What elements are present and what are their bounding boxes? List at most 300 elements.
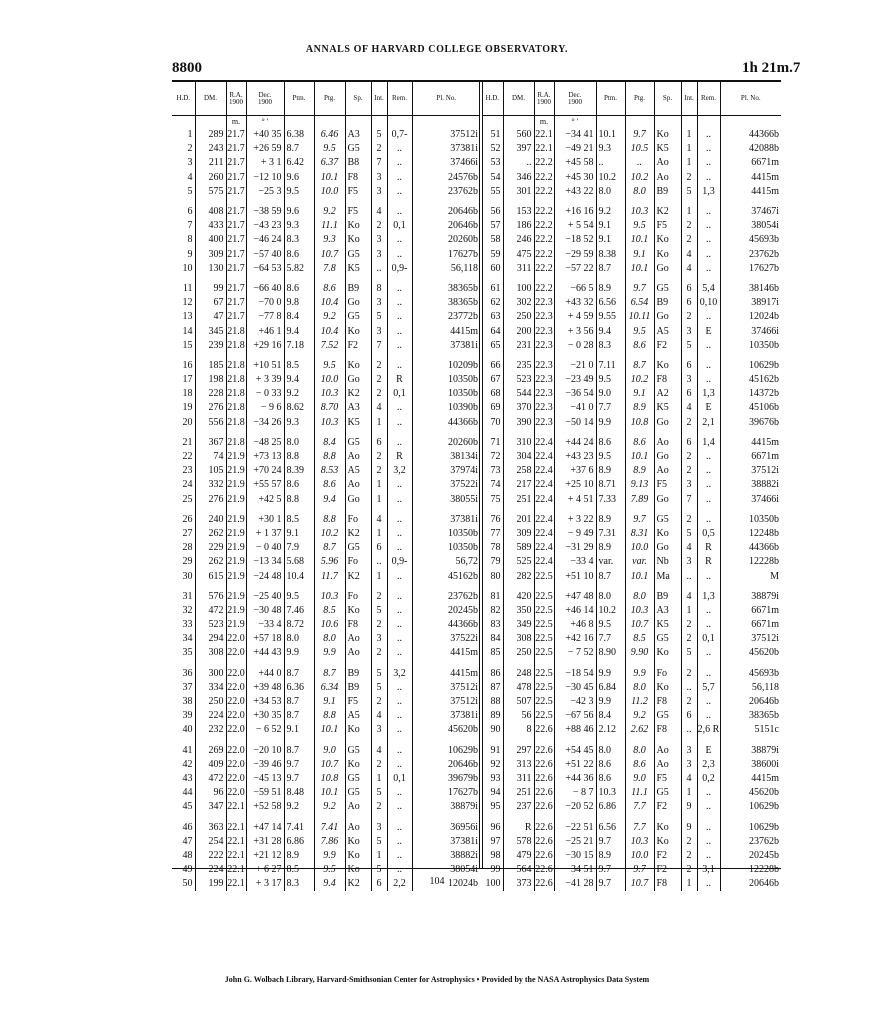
cell-hd: 20 [172,416,195,430]
cell-rem: R [387,373,412,387]
cell-ptm: 8.6 [596,436,625,450]
cell-dm: 217 [503,478,534,492]
cell-ra: 21.9 [226,478,246,492]
cell-int: 2 [371,695,387,709]
cell-dm: 576 [195,590,226,604]
cell-ra: 22.6 [534,800,554,814]
cell-sp: Ko [345,863,371,877]
col-sp: Sp. [654,82,681,116]
cell-rem: .. [387,695,412,709]
cell-dm: 525 [503,555,534,569]
cell-plno: 36956i [450,821,478,833]
table-row [172,800,480,814]
cell-ptg: 8.8 [314,709,345,723]
cell-hd: 29 [172,555,195,569]
cell-rem: 2,6 R [697,723,720,737]
cell-hd: 92 [482,758,503,772]
cell-dm: 240 [195,513,226,527]
cell-hd: 79 [482,555,503,569]
cell-dec: −50 14 [554,416,596,430]
table-row [482,310,781,324]
cell-dm: 409 [195,758,226,772]
cell-sp: A5 [345,464,371,478]
cell-plno: 23762b [448,590,478,602]
table-row [482,513,781,527]
cell-int: 2 [681,450,697,464]
cell-ra: 22.3 [534,416,554,430]
cell-ptg: 11.1 [314,219,345,233]
cell-dec: +45 58 [554,156,596,170]
cell-sp: Ao [345,632,371,646]
cell-rem: R [697,555,720,569]
cell-rem: .. [697,310,720,324]
cell-plno: 44366b [448,416,478,428]
cell-plno: 10629b [749,359,779,371]
cell-rem: .. [387,618,412,632]
cell-ptg: 10.3 [625,835,654,849]
cell-dec: +44 24 [554,436,596,450]
cell-ra: 22.6 [534,863,554,877]
cell-ra: 22.1 [226,820,246,834]
cell-plno: 45620b [749,787,779,799]
cell-dm: 564 [503,863,534,877]
cell-dec: −70 0 [246,296,284,310]
cell-sp: Go [654,310,681,324]
cell-dec: +73 13 [246,450,284,464]
cell-rem: .. [387,604,412,618]
unit-ra: m. [226,116,246,129]
cell-plno: 37512i [450,696,478,708]
cell-dec: − 7 52 [554,646,596,660]
cell-ptm: 9.9 [596,695,625,709]
cell-ra: 22.5 [534,632,554,646]
cell-sp: Ao [345,450,371,464]
cell-ptg: 10.4 [314,296,345,310]
table-row [482,541,781,555]
cell-dm: 269 [195,744,226,758]
table-row [482,142,781,156]
cell-hd: 72 [482,450,503,464]
cell-hd: 41 [172,744,195,758]
cell-rem: .. [697,262,720,276]
cell-ra: 22.4 [534,478,554,492]
cell-ptg: 10.6 [314,618,345,632]
cell-dm: 408 [195,205,226,219]
table-row [172,401,480,415]
cell-dec: + 3 56 [554,324,596,338]
cell-plno: 20646b [749,878,779,890]
cell-rem: 0,10 [697,296,720,310]
cell-dec: −12 10 [246,171,284,185]
cell-dm: 370 [503,401,534,415]
cell-dm: 224 [195,863,226,877]
cell-sp: K2 [654,205,681,219]
cell-int: 3 [371,171,387,185]
cell-int: 2 [681,219,697,233]
cell-ptg: 9.2 [314,800,345,814]
table-row [482,205,781,219]
cell-ptm: 8.6 [284,248,314,262]
cell-int: 5 [371,835,387,849]
cell-dec: −66 40 [246,282,284,296]
cell-int: 9 [681,820,697,834]
cell-plno: 38879i [751,590,779,602]
cell-hd: 58 [482,233,503,247]
cell-dm: 367 [195,436,226,450]
cell-int: 7 [681,493,697,507]
table-row [172,387,480,401]
cell-int: 1 [371,527,387,541]
cell-plno: 37466i [450,157,478,169]
cell-ptg: 10.5 [625,142,654,156]
cell-hd: 22 [172,450,195,464]
header-row [172,82,480,116]
cell-sp: F2 [654,849,681,863]
cell-ptg: 10.3 [625,604,654,618]
cell-ptg: 9.7 [625,128,654,142]
cell-ra: 22.3 [534,296,554,310]
cell-int: 4 [371,401,387,415]
cell-dm: 199 [195,877,226,891]
col-rem: Rem. [387,82,412,116]
cell-sp: G5 [654,282,681,296]
cell-hd: 78 [482,541,503,555]
cell-dec: −30 45 [554,681,596,695]
table-row [172,786,480,800]
cell-int: 2 [681,849,697,863]
cell-rem: .. [697,464,720,478]
cell-ptg: 10.11 [625,310,654,324]
cell-ptg: 9.13 [625,478,654,492]
cell-hd: 44 [172,786,195,800]
cell-hd: 64 [482,324,503,338]
cell-dm: 363 [195,820,226,834]
cell-sp: B9 [654,185,681,199]
col-ra [226,82,246,116]
cell-ptg: 10.7 [314,248,345,262]
cell-ptg: 9.7 [625,863,654,877]
cell-hd: 87 [482,681,503,695]
cell-int: 3 [371,820,387,834]
cell-ra: 22.1 [226,877,246,891]
cell-dec: +43 22 [554,185,596,199]
cell-ptm: 8.6 [284,478,314,492]
cell-ptm: 9.5 [596,618,625,632]
cell-dec: + 3 1 [246,156,284,170]
cell-dm: 308 [195,646,226,660]
cell-rem: .. [697,373,720,387]
cell-plno: 6671m [751,451,779,463]
table-row [172,646,480,660]
cell-hd: 15 [172,339,195,353]
table-row [172,695,480,709]
cell-ra: 21.7 [226,296,246,310]
cell-dec: + 3 22 [554,513,596,527]
cell-ptm: 5.68 [284,555,314,569]
cell-hd: 86 [482,667,503,681]
cell-plno: 12024b [749,311,779,323]
table-row [482,618,781,632]
cell-plno: 38365b [448,282,478,294]
cell-dec: − 9 6 [246,401,284,415]
cell-dm: 200 [503,324,534,338]
cell-dm: 311 [503,772,534,786]
cell-hd: 99 [482,863,503,877]
cell-int: 3 [371,185,387,199]
cell-ra: 21.7 [226,156,246,170]
cell-ra: 21.7 [226,205,246,219]
cell-ptm: 8.9 [596,541,625,555]
cell-plno: 39679b [448,772,478,784]
cell-sp: F2 [654,339,681,353]
cell-dm: 300 [195,667,226,681]
unit-ra: m. [534,116,554,129]
cell-rem: .. [697,450,720,464]
cell-ptm: 8.8 [284,450,314,464]
cell-dec: +30 35 [246,709,284,723]
cell-ptm: 9.0 [596,387,625,401]
cell-sp: Nb [654,555,681,569]
cell-ptg: 10.1 [625,450,654,464]
cell-plno: 45106b [749,402,779,414]
cell-hd: 98 [482,849,503,863]
cell-int: 7 [371,156,387,170]
cell-ptm: 8.0 [284,436,314,450]
cell-plno: 20646b [448,206,478,218]
table-row [482,569,781,583]
cell-ra: 22.1 [534,128,554,142]
cell-int: 2 [681,695,697,709]
header-row [482,82,781,116]
cell-dm: 560 [503,128,534,142]
cell-ptg: 9.1 [625,387,654,401]
cell-ptg: 9.7 [625,513,654,527]
cell-plno: 38879i [751,744,779,756]
cell-dec: −45 13 [246,772,284,786]
table-row [482,772,781,786]
cell-ptm: 9.1 [284,527,314,541]
cell-sp: F8 [654,723,681,737]
cell-dec: −77 8 [246,310,284,324]
cell-rem: .. [387,541,412,555]
cell-ra: 22.4 [534,450,554,464]
cell-int: 1 [681,786,697,800]
cell-ptm: 9.4 [284,324,314,338]
cell-sp: G5 [345,541,371,555]
table-row [482,849,781,863]
table-row [482,450,781,464]
table-row [172,450,480,464]
cell-plno: 12248b [749,527,779,539]
cell-sp: K5 [654,142,681,156]
cell-rem: R [697,541,720,555]
cell-ra: 22.4 [534,555,554,569]
cell-int: 6 [681,436,697,450]
table-row [482,171,781,185]
cell-ptg: 9.2 [314,205,345,219]
cell-int: 2 [681,618,697,632]
cell-dec: +29 16 [246,339,284,353]
cell-int: 5 [371,604,387,618]
cell-hd: 55 [482,185,503,199]
cell-hd: 52 [482,142,503,156]
cell-dm: 198 [195,373,226,387]
cell-plno: 10629b [749,801,779,813]
cell-rem: E [697,401,720,415]
catalogue-table-right [482,82,781,891]
cell-sp: Ko [654,835,681,849]
cell-dec: −41 28 [554,877,596,891]
cell-ra: 22.5 [534,709,554,723]
cell-ptg: 8.7 [625,359,654,373]
cell-sp: G5 [345,248,371,262]
cell-rem: 1,3 [697,387,720,401]
cell-hd: 1 [172,128,195,142]
cell-sp: Ko [345,758,371,772]
cell-rem: .. [697,849,720,863]
cell-int: 4 [681,590,697,604]
cell-ptm: 5.82 [284,262,314,276]
cell-plno: 14372b [749,388,779,400]
cell-ptm: 9.9 [596,667,625,681]
cell-ptg: 8.53 [314,464,345,478]
table-row [172,478,480,492]
cell-ptg: 10.8 [625,416,654,430]
cell-dec: −18 52 [554,233,596,247]
cell-hd: 31 [172,590,195,604]
cell-int: 5 [371,863,387,877]
cell-plno: 37522i [450,633,478,645]
cell-sp: B8 [345,156,371,170]
cell-dm: 507 [503,695,534,709]
cell-dm: 248 [503,667,534,681]
cell-ra: 22.6 [534,786,554,800]
cell-plno: 17627b [749,262,779,274]
table-row [482,185,781,199]
col-dec [246,82,284,116]
cell-int: 6 [371,541,387,555]
cell-ptm: 8.7 [284,709,314,723]
cell-dec: +70 24 [246,464,284,478]
cell-int: 3 [371,296,387,310]
cell-sp: K5 [654,618,681,632]
cell-rem: 3,1 [697,863,720,877]
cell-dec: −31 29 [554,541,596,555]
cell-rem: .. [387,359,412,373]
cell-ptg: 10.7 [625,618,654,632]
cell-dm: 260 [195,171,226,185]
cell-ra: 22.4 [534,541,554,555]
cell-dec: +39 48 [246,681,284,695]
cell-sp: F2 [345,339,371,353]
cell-ptg: 8.6 [625,339,654,353]
cell-sp: Fo [654,667,681,681]
cell-dec: + 3 39 [246,373,284,387]
cell-dec: +26 59 [246,142,284,156]
cell-dm: 99 [195,282,226,296]
cell-plno: 37381i [450,143,478,155]
cell-ptm: 6.86 [596,800,625,814]
cell-ptm: 7.9 [284,541,314,555]
table-row [482,296,781,310]
cell-ptm: 9.1 [284,723,314,737]
cell-ptm: 8.0 [596,185,625,199]
cell-ptm: 8.9 [596,513,625,527]
cell-dm: 201 [503,513,534,527]
cell-plno: 38055i [450,493,478,505]
cell-rem: .. [697,339,720,353]
cell-sp: F8 [345,618,371,632]
right-body [482,116,781,892]
table-row [172,128,480,142]
cell-plno: 12228b [749,556,779,568]
cell-ptg: 10.2 [625,373,654,387]
cell-ptm: 9.5 [284,590,314,604]
cell-dec: −33 4 [554,555,596,569]
cell-ra: 22.2 [534,171,554,185]
cell-plno: 4415m [751,171,779,183]
cell-plno: 37512i [751,633,779,645]
cell-int: 1 [681,128,697,142]
cell-sp: Ao [654,171,681,185]
cell-ptm: 9.2 [284,387,314,401]
cell-ptm: 10.4 [284,569,314,583]
table-row [172,324,480,338]
cell-int: 8 [371,282,387,296]
cell-hd: 57 [482,219,503,233]
cell-ptg: 11.1 [625,786,654,800]
cell-dec: −30 15 [554,849,596,863]
table-row [482,416,781,430]
cell-plno: 6671m [751,157,779,169]
table-row [482,359,781,373]
cell-ptg: 8.0 [314,632,345,646]
cell-hd: 23 [172,464,195,478]
cell-hd: 68 [482,387,503,401]
cell-rem: .. [697,786,720,800]
cell-ptg: 8.5 [625,632,654,646]
cell-ptm: 8.7 [284,142,314,156]
cell-ptg: 10.1 [314,171,345,185]
cell-dm: 301 [503,185,534,199]
table-row [482,128,781,142]
table-row [172,219,480,233]
cell-rem: .. [387,339,412,353]
cell-int: 3 [371,324,387,338]
cell-int: 3 [371,233,387,247]
cell-dm: 304 [503,450,534,464]
cell-ptm: 10.2 [596,171,625,185]
table-row [482,436,781,450]
cell-ra: 22.2 [534,248,554,262]
cell-rem: 0,1 [387,772,412,786]
cell-sp: F5 [345,205,371,219]
col-int: Int. [681,82,697,116]
cell-int: 2 [371,646,387,660]
cell-dm: 228 [195,387,226,401]
cell-hd: 21 [172,436,195,450]
cell-ra: 22.0 [226,709,246,723]
cell-dm: 250 [503,310,534,324]
cell-rem: .. [697,646,720,660]
cell-rem: .. [697,359,720,373]
cell-rem: .. [387,401,412,415]
cell-sp: F2 [654,863,681,877]
table-row [172,758,480,772]
cell-ptm: 10.1 [596,128,625,142]
cell-int: 4 [681,262,697,276]
cell-dec: − 0 40 [246,541,284,555]
